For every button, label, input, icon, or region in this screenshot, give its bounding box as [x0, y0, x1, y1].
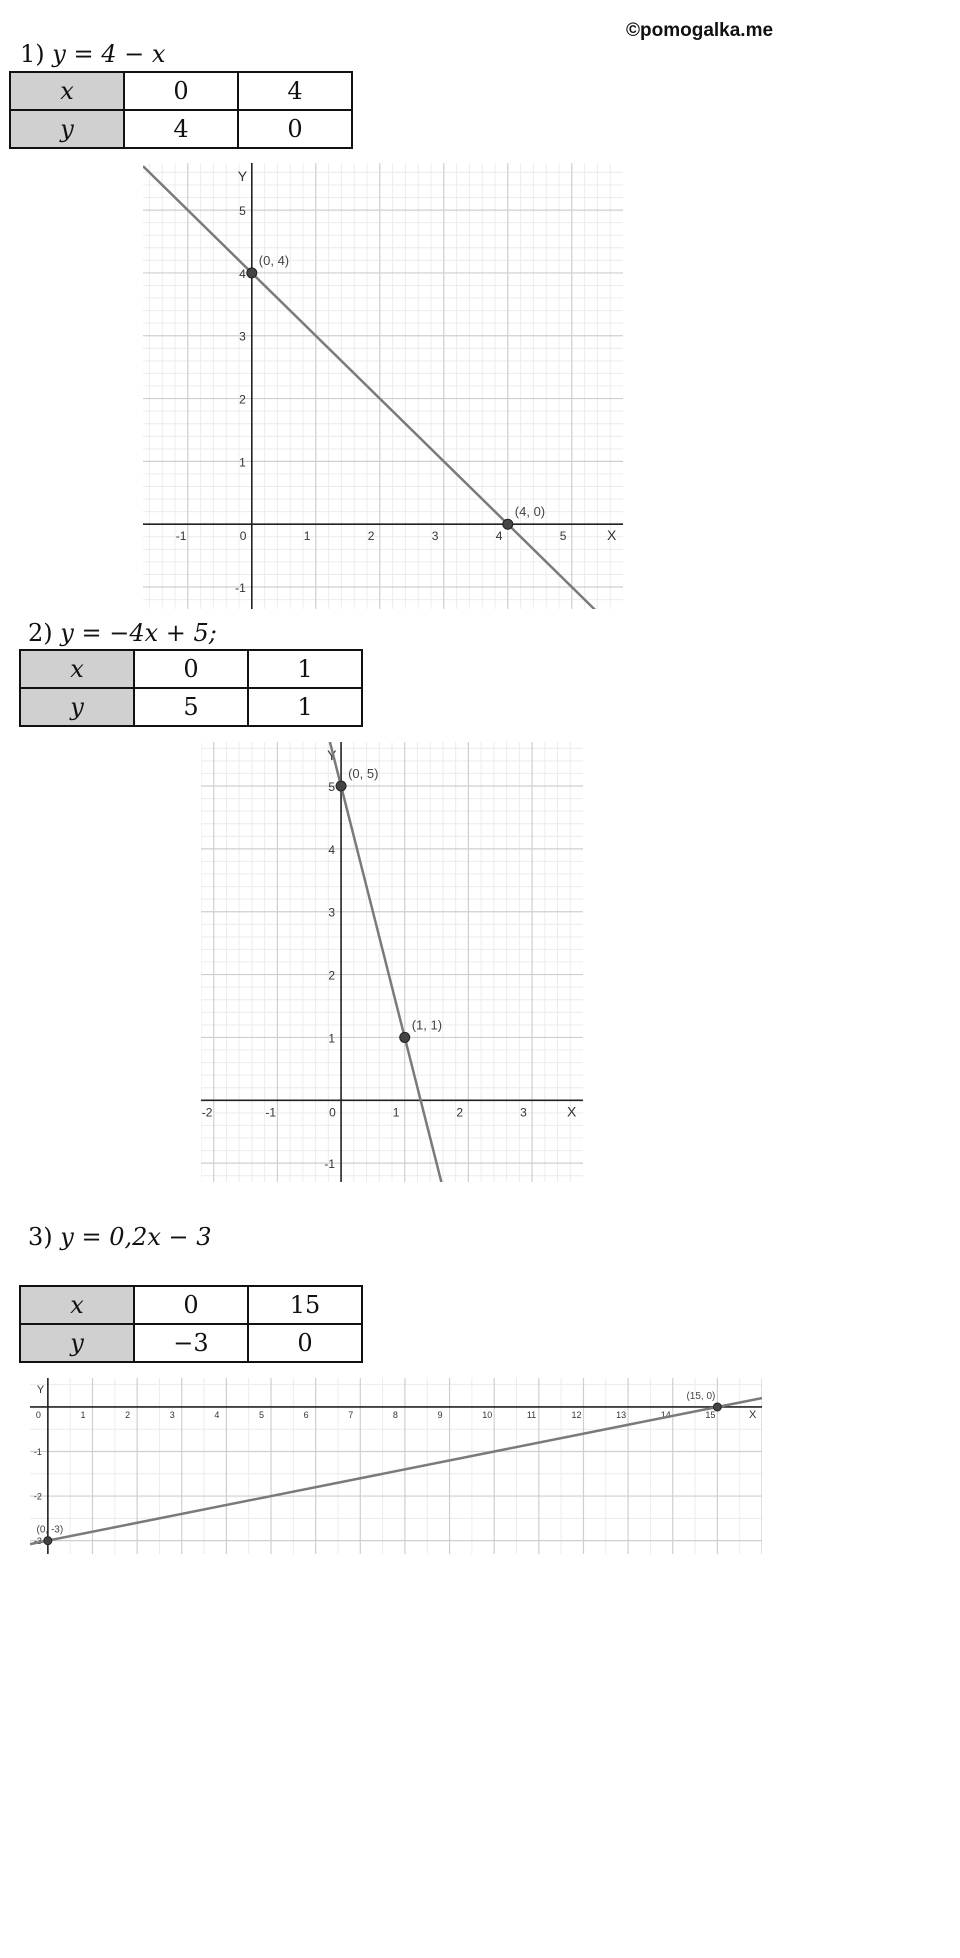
y-tick-label: -1: [33, 1447, 42, 1458]
y-tick-label: 2: [239, 392, 246, 407]
table-row: [20, 1324, 362, 1362]
problem-3-equation: [28, 1223, 212, 1251]
problem-2-number: 2): [28, 619, 53, 647]
x-tick-label: -2: [201, 1105, 213, 1120]
x-tick-label: 4: [495, 529, 503, 544]
y-axis-label: Y: [327, 747, 337, 763]
value-cell: 5: [134, 688, 248, 726]
point-label: (0, -3): [36, 1524, 64, 1536]
x-axis-label: X: [607, 527, 617, 544]
table-row: [20, 688, 362, 726]
x-header-cell: x: [10, 72, 124, 110]
y-tick-label: 1: [328, 1031, 336, 1046]
y-tick-label: 4: [328, 842, 336, 857]
y-tick-label: -2: [33, 1491, 42, 1502]
value-cell: 4: [238, 72, 352, 110]
y-tick-label: -1: [324, 1157, 336, 1172]
x-tick-label: 0: [239, 529, 247, 544]
problem-1-equation: [20, 40, 165, 68]
x-tick-label: 10: [482, 1409, 493, 1420]
x-header-cell: x: [20, 1286, 134, 1324]
value-cell: 0: [248, 1324, 362, 1362]
x-tick-label: 0: [35, 1409, 41, 1420]
data-point: [44, 1537, 52, 1545]
x-tick-label: 5: [259, 1409, 265, 1420]
y-axis-label: Y: [237, 168, 248, 184]
problem-1-number: 1): [20, 40, 45, 68]
function-line: [30, 1398, 762, 1547]
problem-2-formula: y = −4x + 5;: [60, 619, 217, 647]
point-label: (15, 0): [686, 1390, 716, 1402]
x-tick-label: 2: [367, 529, 375, 544]
problem-3-number: 3): [28, 1223, 53, 1251]
x-tick-label: 3: [520, 1105, 527, 1120]
x-tick-label: 2: [125, 1409, 131, 1420]
value-cell: −3: [134, 1324, 248, 1362]
problem-3-value-table: [19, 1285, 363, 1363]
table-row: [10, 72, 352, 110]
x-axis-label: X: [567, 1103, 577, 1120]
x-tick-label: 4: [214, 1409, 220, 1420]
x-tick-label: 13: [616, 1409, 627, 1420]
y-header-cell: y: [20, 688, 134, 726]
value-cell: 0: [238, 110, 352, 148]
graph-1: [143, 163, 623, 609]
x-tick-label: 15: [705, 1409, 716, 1420]
value-cell: 1: [248, 688, 362, 726]
data-point: [713, 1403, 721, 1411]
y-tick-label: 3: [328, 905, 336, 920]
x-tick-label: 12: [571, 1409, 582, 1420]
problem-2-equation: [28, 619, 217, 647]
x-tick-label: 1: [392, 1105, 400, 1120]
y-header-cell: y: [10, 110, 124, 148]
y-tick-label: 5: [239, 204, 246, 219]
x-tick-label: 0: [329, 1105, 336, 1120]
graph-3: [30, 1378, 762, 1554]
y-tick-label: -1: [235, 581, 246, 596]
data-point: [400, 1032, 410, 1042]
y-tick-label: -3: [33, 1536, 42, 1547]
x-header-cell: x: [20, 650, 134, 688]
value-cell: 0: [124, 72, 238, 110]
x-tick-label: -1: [175, 529, 187, 544]
problem-3-formula: y = 0,2x − 3: [60, 1223, 212, 1251]
x-tick-label: 5: [559, 529, 567, 544]
x-tick-label: -1: [265, 1105, 277, 1120]
x-tick-label: 11: [526, 1409, 537, 1420]
x-axis-label: X: [749, 1408, 757, 1421]
x-tick-label: 8: [392, 1409, 398, 1420]
x-tick-label: 9: [437, 1409, 443, 1420]
table-row: [10, 110, 352, 148]
data-point: [503, 519, 513, 529]
problem-2-value-table: [19, 649, 363, 727]
value-cell: 1: [248, 650, 362, 688]
y-tick-label: 5: [328, 780, 336, 794]
y-tick-label: 2: [328, 968, 336, 983]
x-tick-label: 14: [660, 1409, 671, 1420]
x-tick-label: 2: [456, 1105, 464, 1120]
value-cell: 4: [124, 110, 238, 148]
problem-1-formula: y = 4 − x: [52, 40, 166, 68]
table-row: [20, 1286, 362, 1324]
point-label: (0, 4): [258, 252, 290, 268]
data-point: [336, 781, 346, 791]
y-tick-label: 3: [239, 329, 246, 344]
data-point: [247, 268, 257, 278]
y-axis-label: Y: [36, 1384, 45, 1396]
x-tick-label: 3: [431, 529, 439, 544]
table-row: [20, 650, 362, 688]
problem-1-value-table: [9, 71, 353, 149]
y-tick-label: 4: [239, 266, 246, 281]
value-cell: 15: [248, 1286, 362, 1324]
x-tick-label: 6: [303, 1409, 309, 1420]
function-line: [143, 166, 623, 609]
point-label: (4, 0): [514, 504, 546, 520]
x-tick-label: 1: [80, 1409, 86, 1420]
graph-2: [201, 742, 583, 1182]
x-tick-label: 3: [169, 1409, 175, 1420]
value-cell: 0: [134, 1286, 248, 1324]
point-label: (0, 5): [348, 766, 379, 781]
y-header-cell: y: [20, 1324, 134, 1362]
watermark: ©pomogalka.me: [626, 20, 774, 41]
value-cell: 0: [134, 650, 248, 688]
x-tick-label: 1: [303, 529, 311, 544]
y-tick-label: 1: [239, 455, 246, 470]
point-label: (1, 1): [411, 1017, 443, 1033]
x-tick-label: 7: [348, 1409, 354, 1420]
